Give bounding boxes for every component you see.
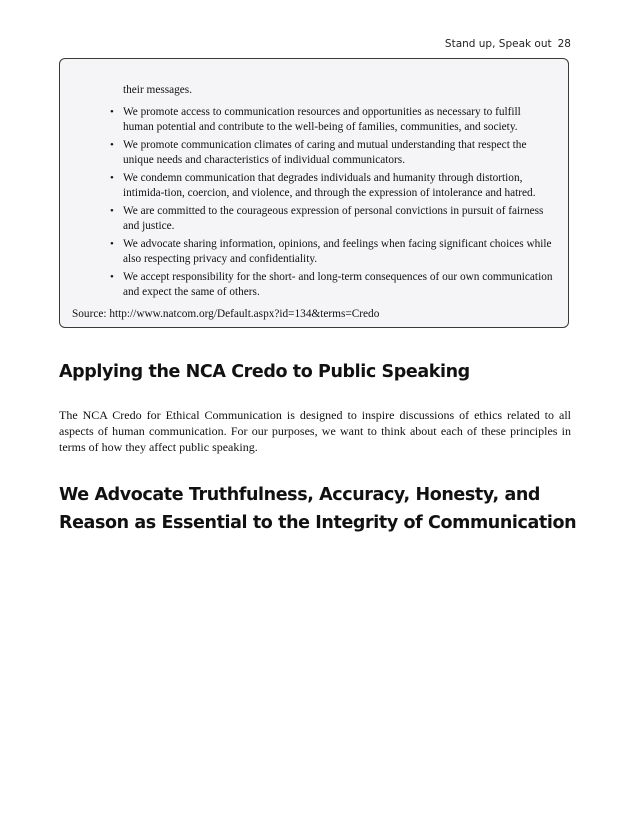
list-item bbox=[72, 138, 554, 168]
bullet-icon: • bbox=[110, 205, 114, 217]
list-item-text: We promote access to communication resources and opportunities as necessary to fulfill human potential and contribute to the well-being of families, communities, and society. bbox=[123, 106, 521, 133]
credo-list bbox=[72, 105, 554, 300]
section-heading-truthfulness: We Advocate Truthfulness, Accuracy, Honesty, and Reason as Essential to the Integrity of Communication bbox=[59, 485, 577, 533]
bullet-icon: • bbox=[110, 139, 114, 151]
credo-box bbox=[59, 58, 569, 328]
list-item-text: We accept responsibility for the short- and long-term consequences of our own communication and expect the same of others. bbox=[123, 271, 553, 298]
section-heading-applying: Applying the NCA Credo to Public Speaking bbox=[59, 362, 470, 382]
list-item-text: We condemn communication that degrades individuals and humanity through distortion, intimida-tion, coercion, and violence, and through the expression of intolerance and hatred. bbox=[123, 172, 536, 199]
bullet-icon: • bbox=[110, 238, 114, 250]
body-paragraph: The NCA Credo for Ethical Communication is designed to inspire discussions of ethics related to all aspects of human communication. For our purposes, we want to think about each of these principles in terms of how they affect public speaking. bbox=[59, 408, 571, 454]
list-item bbox=[72, 171, 554, 201]
book-title: Stand up, Speak out bbox=[444, 38, 552, 50]
bullet-icon: • bbox=[110, 106, 114, 118]
page-number: 28 bbox=[557, 38, 571, 50]
source-citation: Source: http://www.natcom.org/Default.aspx?id=134&terms=Credo bbox=[72, 308, 380, 320]
list-item bbox=[72, 105, 554, 135]
list-item bbox=[72, 270, 554, 300]
list-item-text: We advocate sharing information, opinions, and feelings when facing significant choices while also respecting privacy and confidentiality. bbox=[123, 238, 552, 265]
list-item-text: We promote communication climates of caring and mutual understanding that respect the unique needs and characteristics of individual communicators. bbox=[123, 139, 527, 166]
list-item bbox=[72, 237, 554, 267]
running-header bbox=[445, 38, 571, 50]
continued-text: their messages. bbox=[123, 84, 193, 96]
bullet-icon: • bbox=[110, 172, 114, 184]
list-item-text: We are committed to the courageous expression of personal convictions in pursuit of fairness and justice. bbox=[123, 205, 544, 232]
list-item bbox=[72, 204, 554, 234]
bullet-icon: • bbox=[110, 271, 114, 283]
